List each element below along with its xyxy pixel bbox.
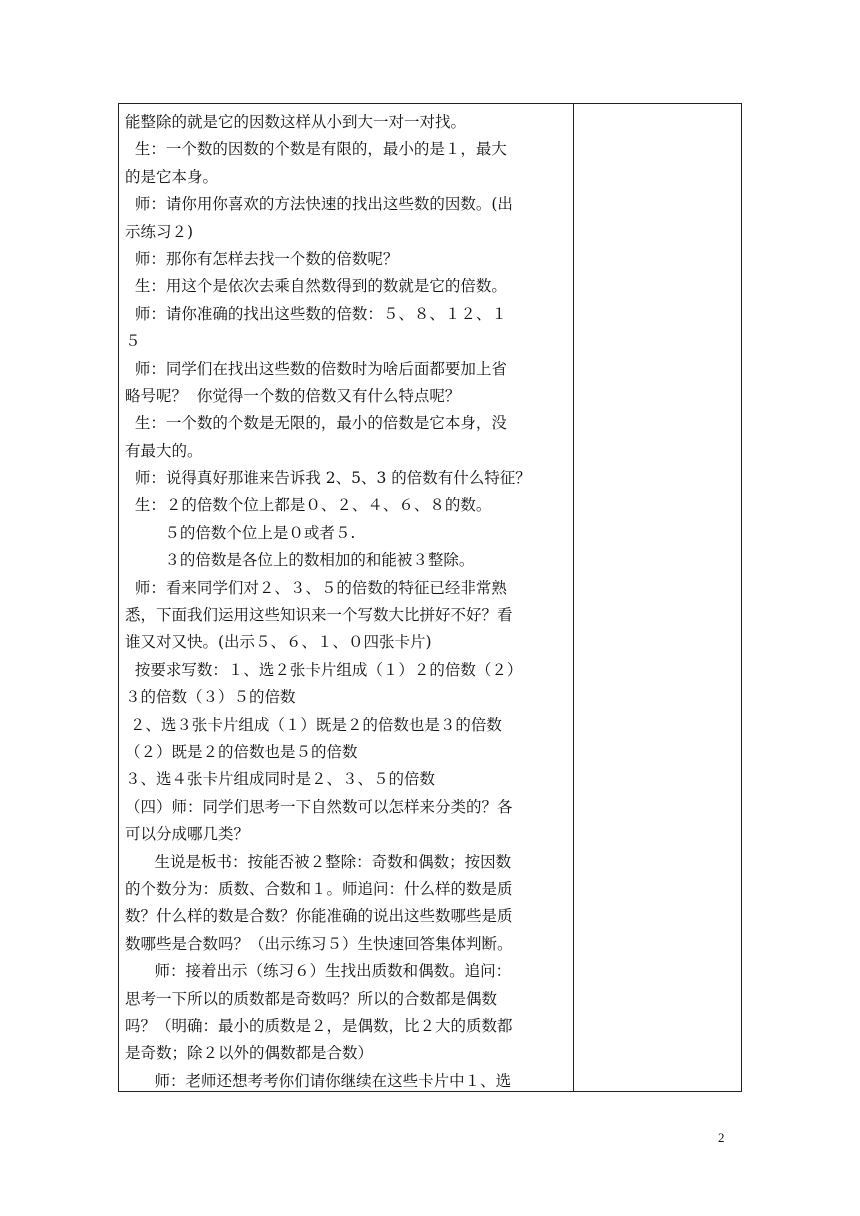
text-line: 示练习２) (125, 222, 194, 241)
text-line: 是奇数；除２以外的偶数都是合数） (125, 1044, 374, 1063)
text-line: 能整除的就是它的因数这样从小到大一对一对找。 (125, 113, 467, 131)
text-line: （２）既是２的倍数也是５的倍数 (125, 742, 358, 761)
text-line: 的个数分为：质数、合数和１。师追问：什么样的数是质 (125, 879, 513, 898)
text-line: 师：接着出示（练习６）生找出质数和偶数。追问： (125, 962, 512, 981)
text-line: 师：看来同学们对２、３、５的倍数的特征已经非常熟 (125, 578, 507, 597)
text-line: 生说是板书：按能否被２整除：奇数和偶数；按因数 (125, 852, 512, 871)
text-line: ３的倍数是各位上的数相加的和能被３整除。 (125, 551, 475, 570)
text-line: 师：请你准确的找出这些数的倍数：５、８、１２、１ (125, 304, 507, 323)
text-line: 生：一个数的因数的个数是有限的，最小的是１，最大 (125, 140, 507, 159)
text-line: 吗？（明确：最小的质数是２，是偶数，比２大的质数都 (125, 1016, 513, 1035)
text-line: 生：一个数的个数是无限的，最小的倍数是它本身，没 (125, 414, 507, 433)
text-line: 师：请你用你喜欢的方法快速的找出这些数的因数。(出 (125, 195, 513, 214)
text-line: ３的倍数（３）５的倍数 (125, 688, 296, 707)
text-line: 师：那你有怎样去找一个数的倍数呢？ (125, 249, 399, 268)
text-line: 师：说得真好那谁来告诉我 2、5、3 的倍数有什么特征？ (125, 469, 531, 488)
text-line: ５ (125, 332, 141, 351)
text-line: 可以分成哪几类？ (125, 825, 250, 844)
text-line: 师：老师还想考考你们请你继续在这些卡片中１、选 (125, 1071, 512, 1090)
text-line: 生：用这个是依次去乘自然数得到的数就是它的倍数。 (125, 277, 507, 296)
text-line: 生：２的倍数个位上都是０、２、４、６、８的数。 (125, 496, 492, 515)
text-line: 悉，下面我们运用这些知识来一个写数大比拼好不好？看 (125, 606, 513, 625)
text-line: （四）师：同学们思考一下自然数可以怎样来分类的？各 (125, 797, 513, 816)
text-line: 按要求写数：１、选２张卡片组成（１）２的倍数（２） (125, 660, 523, 679)
notes-cell (574, 104, 741, 1091)
text-line: 的是它本身。 (125, 167, 219, 186)
text-line: 数哪些是合数吗？（出示练习５）生快速回答集体判断。 (125, 934, 513, 953)
text-line: 有最大的。 (125, 441, 203, 460)
text-line: 思考一下所以的质数都是奇数吗？所以的合数都是偶数 (125, 989, 498, 1008)
text-line: ３、选４张卡片组成同时是２、３、５的倍数 (125, 770, 436, 789)
text-line: 数？什么样的数是合数？你能准确的说出这些数哪些是质 (125, 907, 513, 926)
page-number: 2 (718, 1130, 725, 1145)
text-line: 谁又对又快。(出示５、６、１、０四张卡片) (125, 633, 432, 652)
text-line: ２、选３张卡片组成（１）既是２的倍数也是３的倍数 (125, 715, 502, 734)
lesson-content-cell (125, 109, 565, 1095)
text-line: ５的倍数个位上是０或者５. (125, 523, 356, 542)
text-line: 略号呢？ 你觉得一个数的倍数又有什么特点呢？ (125, 386, 461, 405)
lesson-table (118, 103, 742, 1092)
text-line: 师：同学们在找出这些数的倍数时为啥后面都要加上省 (125, 359, 507, 378)
